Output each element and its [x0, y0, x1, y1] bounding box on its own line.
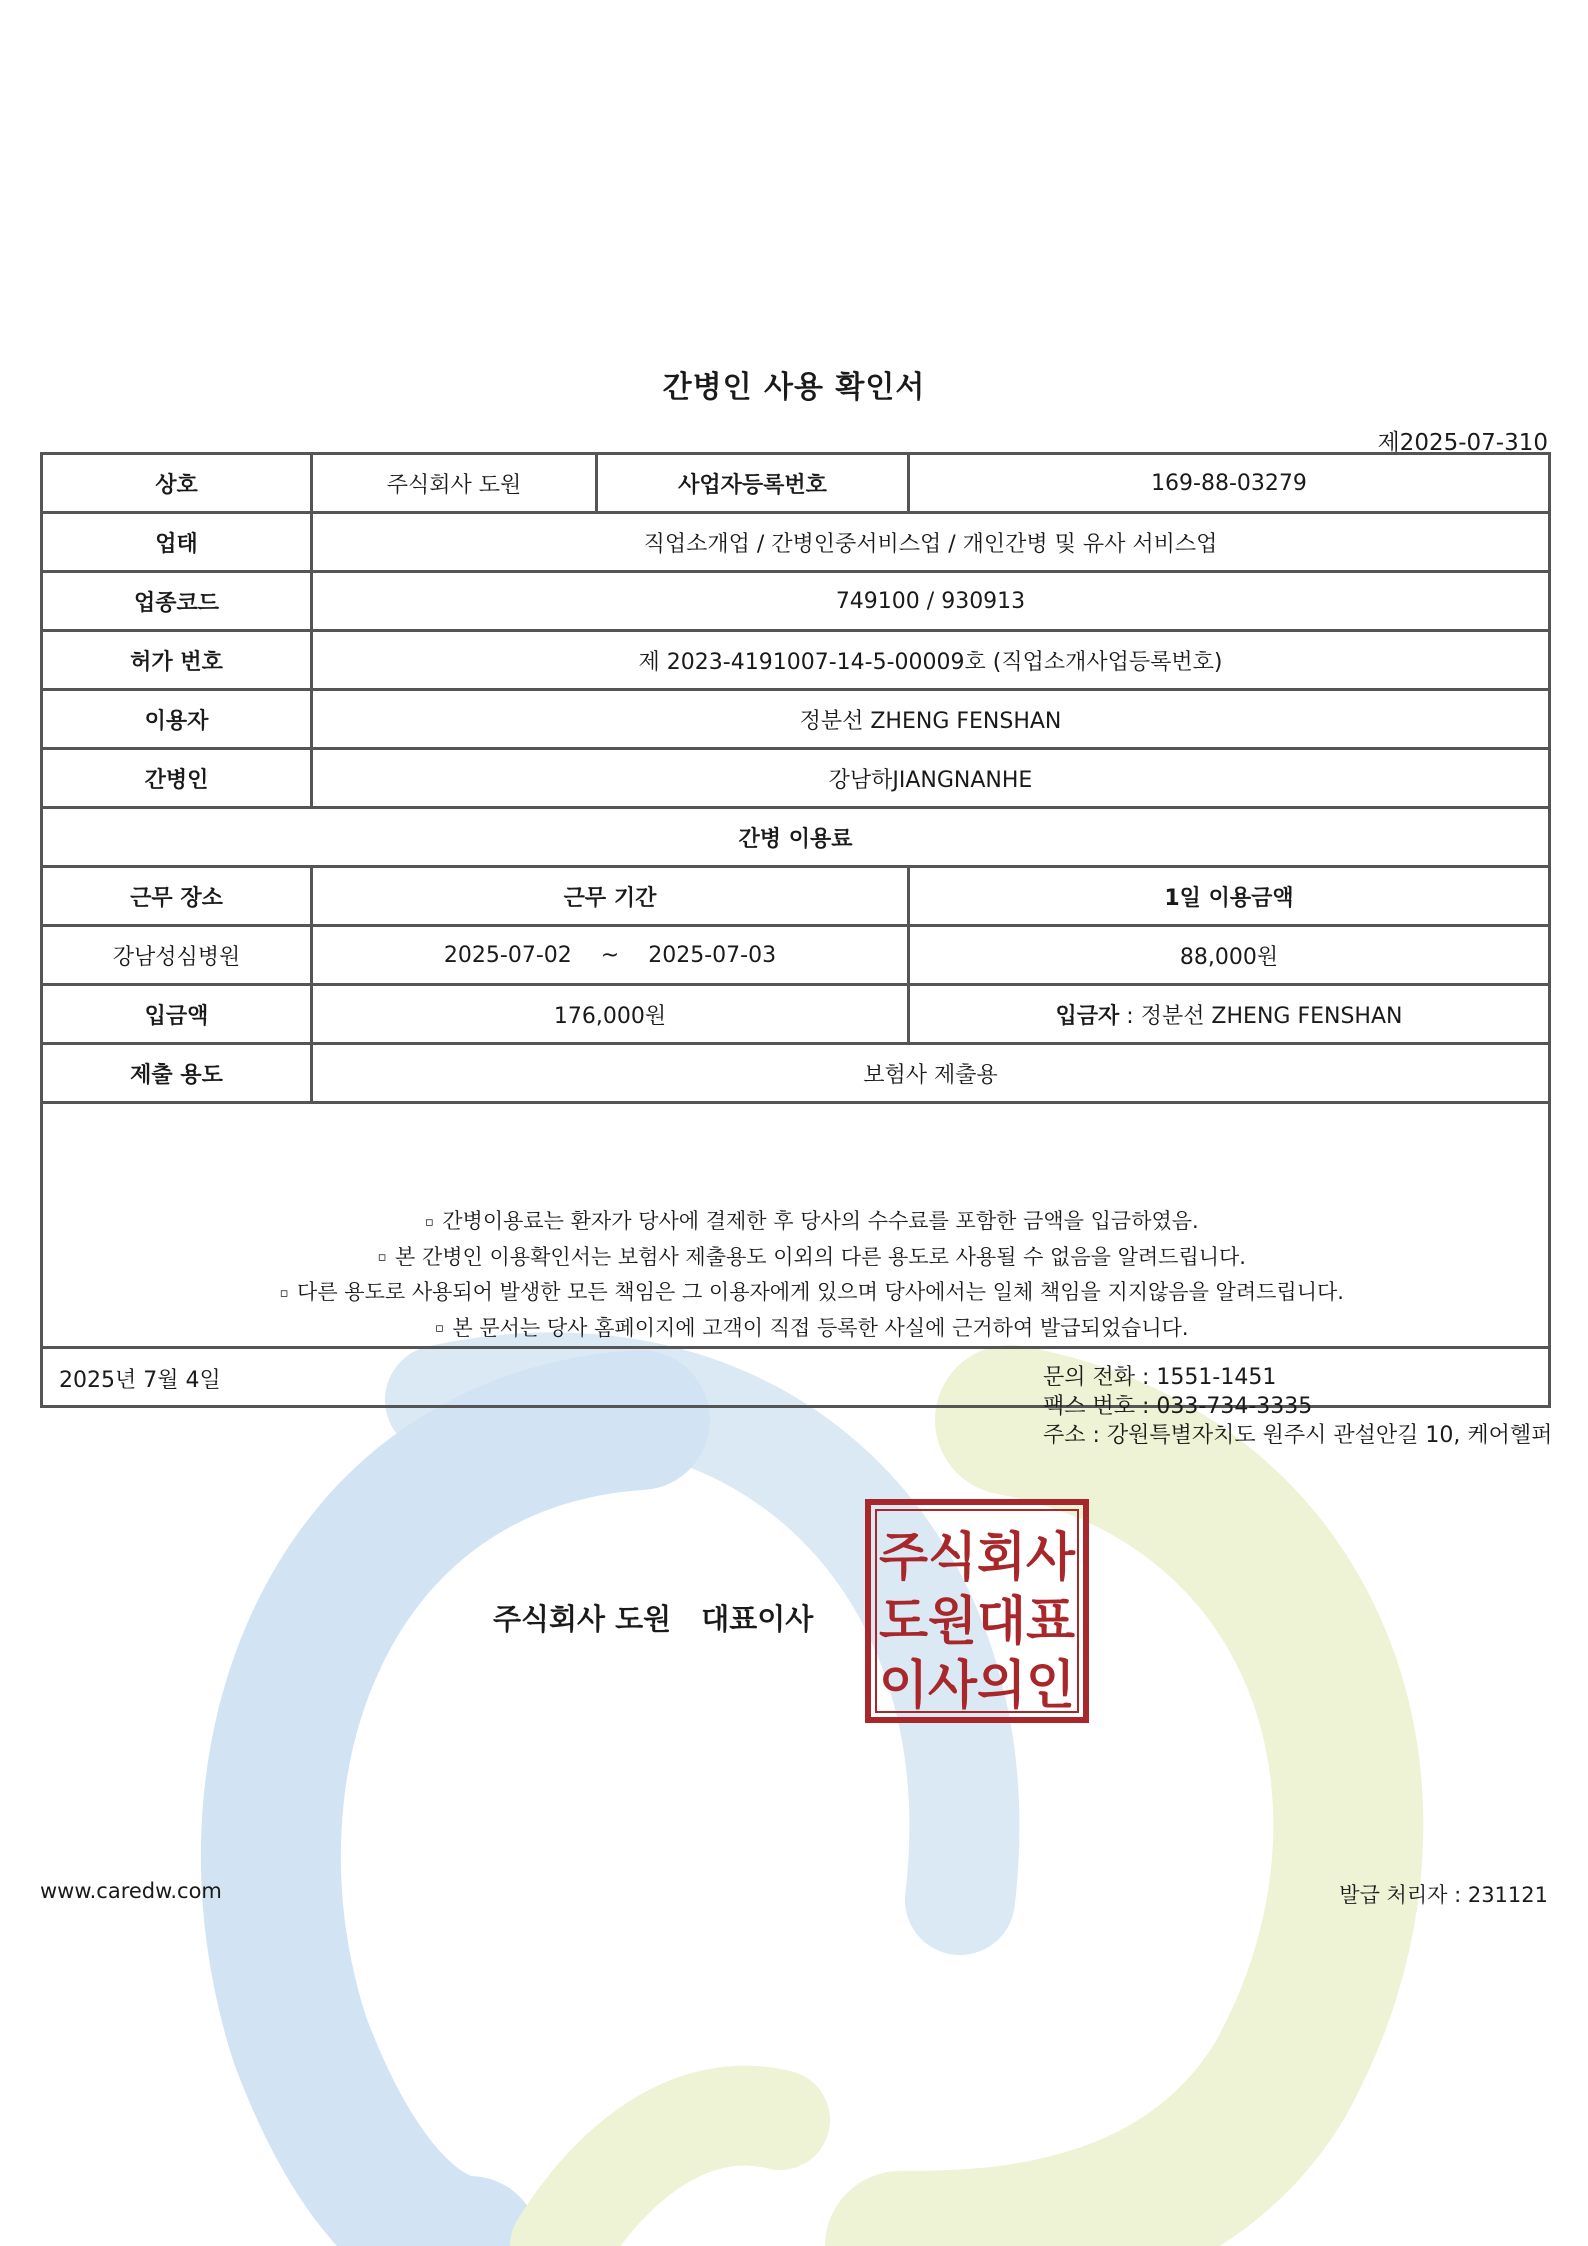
user-row: [42, 690, 1550, 749]
user-label: 이용자: [42, 690, 312, 749]
square-bullet-icon: ▫: [377, 1250, 387, 1265]
daily-fee-header: 1일 이용금액: [909, 867, 1550, 926]
work-place-header: 근무 장소: [42, 867, 312, 926]
business-type-value: 직업소개업 / 간병인중서비스업 / 개인간병 및 유사 서비스업: [312, 513, 1550, 572]
work-period-header: 근무 기간: [312, 867, 909, 926]
note-text: 본 간병인 이용확인서는 보험사 제출용도 이외의 다른 용도로 사용될 수 없음을 알려드립니다.: [395, 1244, 1246, 1269]
depositor-label: 입금자: [1055, 1003, 1120, 1029]
industry-code-value: 749100 / 930913: [312, 572, 1550, 631]
note-text: 간병이용료는 환자가 당사에 결제한 후 당사의 수수료를 포함한 금액을 입금하였음.: [442, 1209, 1199, 1233]
seal-line-2: 도원대표: [879, 1592, 1075, 1652]
purpose-label: 제출 용도: [42, 1044, 312, 1103]
note-item: [73, 1204, 1542, 1240]
square-bullet-icon: ▫: [279, 1285, 289, 1301]
period-end: 2025-07-03: [648, 942, 777, 968]
deposit-value: 176,000원: [312, 985, 909, 1044]
note-item: [73, 1311, 1542, 1347]
document-number: 제2025-07-310: [1377, 430, 1548, 456]
contact-info: [1043, 1363, 1552, 1450]
industry-code-row: [42, 572, 1550, 631]
notes-list: [49, 1104, 1542, 1346]
depositor-value: 정분선 ZHENG FENSHAN: [1140, 1003, 1403, 1029]
issue-date: 2025년 7월 4일: [59, 1368, 221, 1393]
certificate-table: [40, 452, 1553, 1716]
representative-title: 대표이사: [701, 1602, 814, 1636]
purpose-row: [42, 1044, 1550, 1103]
purpose-value: 보험사 제출용: [312, 1044, 1550, 1103]
square-bullet-icon: ▫: [434, 1321, 444, 1336]
company-website: www.caredw.com: [40, 1879, 222, 1903]
fee-value-row: [42, 926, 1550, 985]
notes-row: [42, 1103, 1550, 1348]
license-row: [42, 631, 1550, 690]
business-type-label: 업태: [42, 513, 312, 572]
issuer-id: 발급 처리자 : 231121: [1339, 1883, 1548, 1907]
seal-line-1: 주식회사: [879, 1528, 1076, 1588]
notes-cell: [42, 1103, 1550, 1348]
depositor-separator: :: [1119, 1003, 1141, 1029]
company-name-row: [42, 454, 1550, 513]
company-name-label: 상호: [42, 454, 312, 513]
fax-number: 팩스 번호 : 033-734-3335: [1043, 1394, 1313, 1419]
note-item: [73, 1275, 1542, 1311]
registration-number-value: 169-88-03279: [909, 454, 1550, 513]
note-item: [73, 1240, 1542, 1276]
fee-section-row: [42, 808, 1550, 867]
note-text: 본 문서는 당사 홈페이지에 고객이 직접 등록한 사실에 근거하여 발급되었습니다.: [452, 1315, 1189, 1340]
deposit-row: [42, 985, 1550, 1044]
work-place-value: 강남성심병원: [42, 926, 312, 985]
fee-section-title: 간병 이용료: [42, 808, 1550, 867]
representative-line: [493, 1597, 813, 1638]
daily-fee-value: 88,000원: [909, 926, 1550, 985]
business-type-row: [42, 513, 1550, 572]
caregiver-row: [42, 749, 1550, 808]
document-title: 간병인 사용 확인서: [662, 370, 926, 405]
phone-number: 문의 전화 : 1551-1451: [1043, 1365, 1277, 1390]
depositor-cell: [909, 985, 1550, 1044]
company-address: 주소 : 강원특별자치도 원주시 관설안길 10, 케어헬퍼: [1043, 1423, 1553, 1448]
footer-cell: [42, 1348, 1553, 1716]
deposit-label: 입금액: [42, 985, 312, 1044]
company-seal-stamp: [865, 1499, 1089, 1723]
industry-code-label: 업종코드: [42, 572, 312, 631]
registration-number-label: 사업자등록번호: [597, 454, 909, 513]
period-separator: ~: [600, 942, 620, 968]
caregiver-value: 강남하JIANGNANHE: [312, 749, 1550, 808]
user-value: 정분선 ZHENG FENSHAN: [312, 690, 1550, 749]
work-period-value: [312, 926, 909, 985]
seal-line-3: 이사의인: [879, 1656, 1075, 1716]
company-name-value: 주식회사 도원: [312, 454, 597, 513]
note-text: 다른 용도로 사용되어 발생한 모든 책임은 그 이용자에게 있으며 당사에서는 일체 책임을 지지않음을 알려드립니다.: [297, 1280, 1344, 1304]
license-label: 허가 번호: [42, 631, 312, 690]
footer-row: [42, 1348, 1550, 1407]
caregiver-label: 간병인: [42, 749, 312, 808]
license-value: 제 2023-4191007-14-5-00009호 (직업소개사업등록번호): [312, 631, 1550, 690]
period-start: 2025-07-02: [443, 942, 572, 968]
fee-header-row: [42, 867, 1550, 926]
square-bullet-icon: ▫: [424, 1214, 434, 1230]
representative-company: 주식회사 도원: [493, 1602, 672, 1636]
